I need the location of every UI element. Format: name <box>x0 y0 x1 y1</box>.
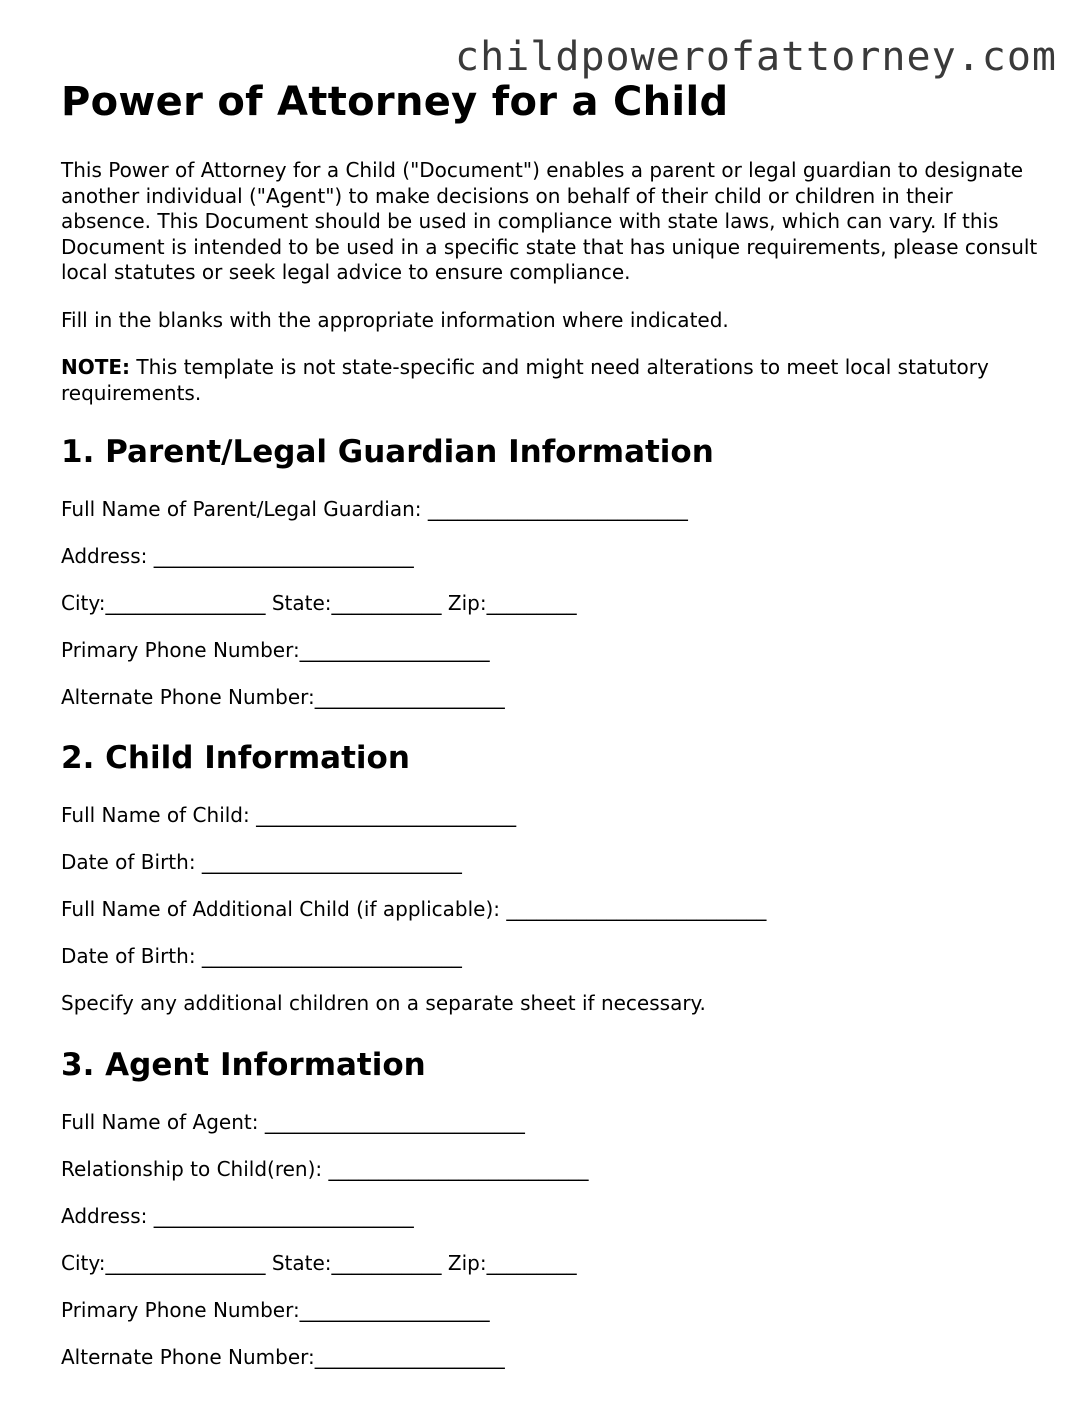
agent-city-state-zip-field[interactable]: City:________________ State:___________ Zip:_________ <box>61 1251 577 1275</box>
note-text: This template is not state-specific and might need alterations to meet local statutory requirements. <box>61 355 989 405</box>
instructions-paragraph: Fill in the blanks with the appropriate information where indicated. <box>61 307 729 332</box>
child-fields <box>61 803 1041 1016</box>
parent-full-name-field[interactable]: Full Name of Parent/Legal Guardian: __________________________ <box>61 497 688 521</box>
parent-city-state-zip-field[interactable]: City:________________ State:___________ Zip:_________ <box>61 591 577 615</box>
intro-paragraph: This Power of Attorney for a Child ("Document") enables a parent or legal guardian to designate another individual ("Agent") to make decisions on behalf of their child or children in their absence. This Document should be used in compliance with state laws, which can vary. If this Document is intended to be used in a specific state that has unique requirements, please consult local statutes or seek legal advice to ensure compliance. <box>61 158 1038 284</box>
document-title: Power of Attorney for a Child <box>61 79 729 125</box>
child-dob-field[interactable]: Date of Birth: __________________________ <box>61 850 462 874</box>
additional-children-note: Specify any additional children on a separate sheet if necessary. <box>61 991 706 1015</box>
agent-alternate-phone-field[interactable]: Alternate Phone Number:___________________ <box>61 1345 505 1369</box>
section-heading-agent: 3. Agent Information <box>61 1047 426 1083</box>
parent-primary-phone-field[interactable]: Primary Phone Number:___________________ <box>61 638 490 662</box>
section-heading-parent: 1. Parent/Legal Guardian Information <box>61 434 714 470</box>
note-paragraph <box>61 355 1041 406</box>
agent-primary-phone-field[interactable]: Primary Phone Number:___________________ <box>61 1298 490 1322</box>
intro-section <box>61 158 1041 406</box>
note-label: NOTE: <box>61 355 131 379</box>
child-full-name-field[interactable]: Full Name of Child: __________________________ <box>61 803 517 827</box>
document-body <box>61 76 1041 1370</box>
additional-child-name-field[interactable]: Full Name of Additional Child (if applicable): __________________________ <box>61 897 767 921</box>
site-watermark: childpowerofattorney.com <box>455 34 1057 80</box>
parent-fields <box>61 497 1041 710</box>
section-heading-child: 2. Child Information <box>61 740 410 776</box>
parent-address-field[interactable]: Address: __________________________ <box>61 544 414 568</box>
agent-full-name-field[interactable]: Full Name of Agent: __________________________ <box>61 1110 525 1134</box>
parent-alternate-phone-field[interactable]: Alternate Phone Number:___________________ <box>61 685 505 709</box>
agent-fields <box>61 1110 1041 1370</box>
agent-address-field[interactable]: Address: __________________________ <box>61 1204 414 1228</box>
agent-relationship-field[interactable]: Relationship to Child(ren): __________________________ <box>61 1157 589 1181</box>
additional-child-dob-field[interactable]: Date of Birth: __________________________ <box>61 944 462 968</box>
